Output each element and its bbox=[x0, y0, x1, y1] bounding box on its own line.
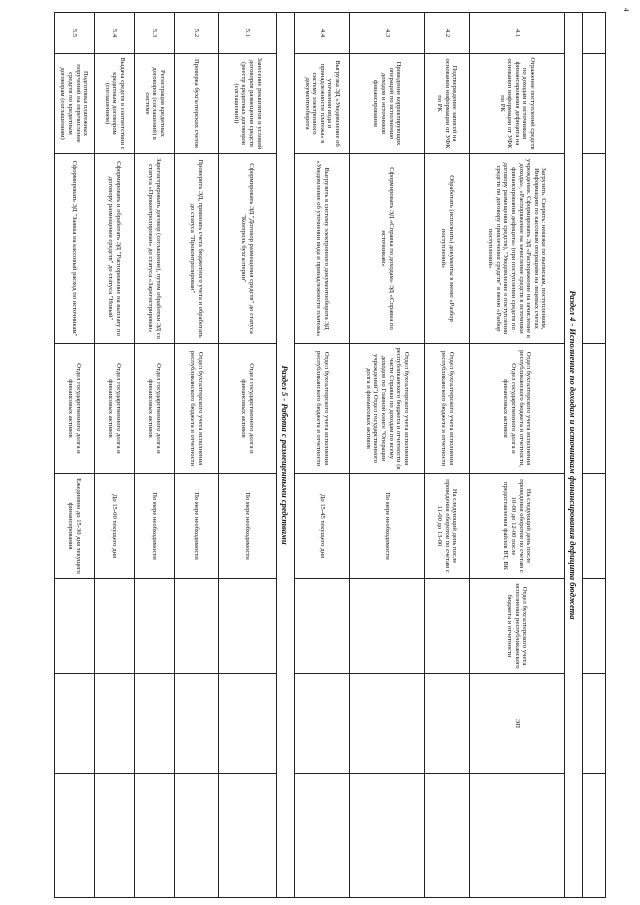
row-action: Зарегистрировать договор (соглашение), путем обработки ЭД со статуса «Проконтролирован» до статуса «Зарегистрирован» bbox=[135, 153, 174, 343]
row-action: Выгрузить в систему электронного документооборота ЭД «Уведомление об уточнении вида и принадлежности платежа» bbox=[295, 153, 349, 343]
row-responsible: Отдел бухгалтерского учета исполнения республиканского бюджета и отчетности bbox=[295, 343, 349, 473]
row-deadline: На следующий день после проведения оборотов по счетам с 10-00 до 12-00 после предоставления файлов ВТ, ВК bbox=[470, 473, 564, 578]
table-row bbox=[95, 13, 135, 897]
page-number: 4 bbox=[622, 8, 630, 12]
table-row bbox=[425, 13, 470, 897]
row-name: Занесение реквизитов и условий договоров размещения средств (реестр кредитных договоров (соглашений)) bbox=[219, 53, 276, 153]
row-number: 4.3 bbox=[383, 28, 391, 38]
table-row bbox=[219, 13, 277, 897]
row-name: Подготовка платежных поручений на перечисление средств по кредитным договорам (соглашениям) bbox=[54, 53, 94, 153]
row-action: Обработать (исполнить) документы в меню «Разбор поступлений» bbox=[425, 153, 469, 343]
row-deadline: По мере необходимости bbox=[175, 473, 218, 578]
row-responsible: Отдел государственного долга и финансовых активов bbox=[95, 343, 134, 473]
row-responsible: Отдел бухгалтерского учета исполнения республиканского бюджета и отчетности bbox=[425, 343, 469, 473]
table-row bbox=[470, 13, 565, 897]
row-responsible: Отдел бухгалтерского учета исполнения республиканского бюджета и отчетности bbox=[175, 343, 218, 473]
row-responsible: Отдел бухгалтерского учета исполнения республиканского бюджета и отчетности, Отдел государственного долга и финансовых активов bbox=[470, 343, 564, 473]
row-responsible: Отдел государственного долга и финансовых активов bbox=[54, 343, 94, 473]
row-number: 4.4 bbox=[318, 28, 326, 38]
row-number: 5.1 bbox=[244, 28, 252, 38]
row-responsible: Отдел государственного долга и финансовых активов bbox=[219, 343, 276, 473]
row-deadline: До 15-00 текущего дня bbox=[95, 473, 134, 578]
table-row bbox=[54, 13, 95, 897]
row-responsible: Отдел государственного долга и финансовых активов bbox=[135, 343, 174, 473]
table-row bbox=[295, 13, 350, 897]
row-deadline: По мере необходимости bbox=[219, 473, 276, 578]
row-action: Сформировать ЭД "Договор размещения средств" до статуса "Контроль бухгалтерии" bbox=[219, 153, 276, 343]
row-action: Сформировать и обработать ЭД "Распоряжение на выплату по договору размещения средств" до статуса "Новый" bbox=[95, 153, 134, 343]
main-table bbox=[54, 12, 606, 898]
row-number: 5.5 bbox=[70, 28, 78, 38]
row-action: Загрузить. Сверить: невязки по выпискам, поступлениям, Информацию по кассовым операциям на лицевых счетах учреждения. Сформировать ЭД «Распоряжение на зачисление в доходы», «Распоряжение на зачисление средств в источники финансирования дефицита» (при поступлении средств по договору размещения средств), "Уведомление о поступлении средств по договору привлечения средств" в меню «Разбор поступлений» bbox=[470, 153, 564, 343]
row-name: Выдача средств в соответствии с кредитным договором (соглашением) bbox=[95, 53, 134, 153]
table-row bbox=[135, 13, 175, 897]
row-number: 4.1 bbox=[513, 28, 521, 38]
section-4-heading-row bbox=[565, 13, 583, 897]
row-number: 5.3 bbox=[151, 28, 159, 38]
row-name: Подтверждение записей на основании информации от УФК по РК bbox=[425, 53, 469, 153]
row-number: 4.2 bbox=[443, 28, 451, 38]
row-deadline: По мере необходимости bbox=[135, 473, 174, 578]
row-name: Отражение поступлений средств по доходам и источникам финансирования дефицита на основании информации от УФК по РК bbox=[470, 53, 564, 153]
row-doc-type: ЭП bbox=[470, 673, 564, 773]
table-row bbox=[350, 13, 425, 897]
row-controller: Отдел бухгалтерского учета исполнения республиканского бюджета и отчетности bbox=[470, 578, 564, 673]
row-action: Сформировать ЭД «Справка по доходам» ЭД «Справка по источникам» bbox=[350, 153, 424, 343]
row-deadline: На следующий день после проведения оборотов по счетам с 11-00 до 13-00 bbox=[425, 473, 469, 578]
row-number: 5.2 bbox=[193, 28, 201, 38]
row-name: Проведение корректирующих операций по исполнению доходов и источников финансирования bbox=[350, 53, 424, 153]
table-row bbox=[175, 13, 219, 897]
section-5-heading-row bbox=[277, 13, 295, 897]
row-deadline: По мере необходимости bbox=[350, 473, 424, 578]
row-action: Сформировать ЭД "Заявка на кассовый расход по источникам" bbox=[54, 153, 94, 343]
section-5-title: Раздел 5 - Работа с размещенными средствами bbox=[280, 365, 290, 545]
row-deadline: До 15-45 текущего дня bbox=[295, 473, 349, 578]
section-4-title: Раздел 4 - Исполнение по доходам и источникам финансирования дефицита бюджета bbox=[568, 290, 578, 620]
row-number: 5.4 bbox=[111, 28, 119, 38]
blank-row bbox=[583, 13, 605, 897]
row-name: Выгрузка ЭД «Уведомление об уточнении вида и принадлежности платежа» в систему электронного документооборота bbox=[295, 53, 349, 153]
row-name: Проверка бухгалтерских счетов bbox=[175, 53, 218, 153]
row-responsible: Отдел бухгалтерского учета исполнения республиканского бюджета и отчетности (в части Справки по доходам по всему доходов по Главной книге "Операции учреждений") Отдел государственного долга и финансовых активов bbox=[350, 343, 424, 473]
row-action: Проверить ЭД, привязать счета бюджетного учета и обработать до статуса "Проконтролирован" bbox=[175, 153, 218, 343]
row-name: Регистрация кредитных договоров (соглашений) в системе bbox=[135, 53, 174, 153]
row-deadline: Ежедневно до 15-30 дня текущего финансирования bbox=[54, 473, 94, 578]
